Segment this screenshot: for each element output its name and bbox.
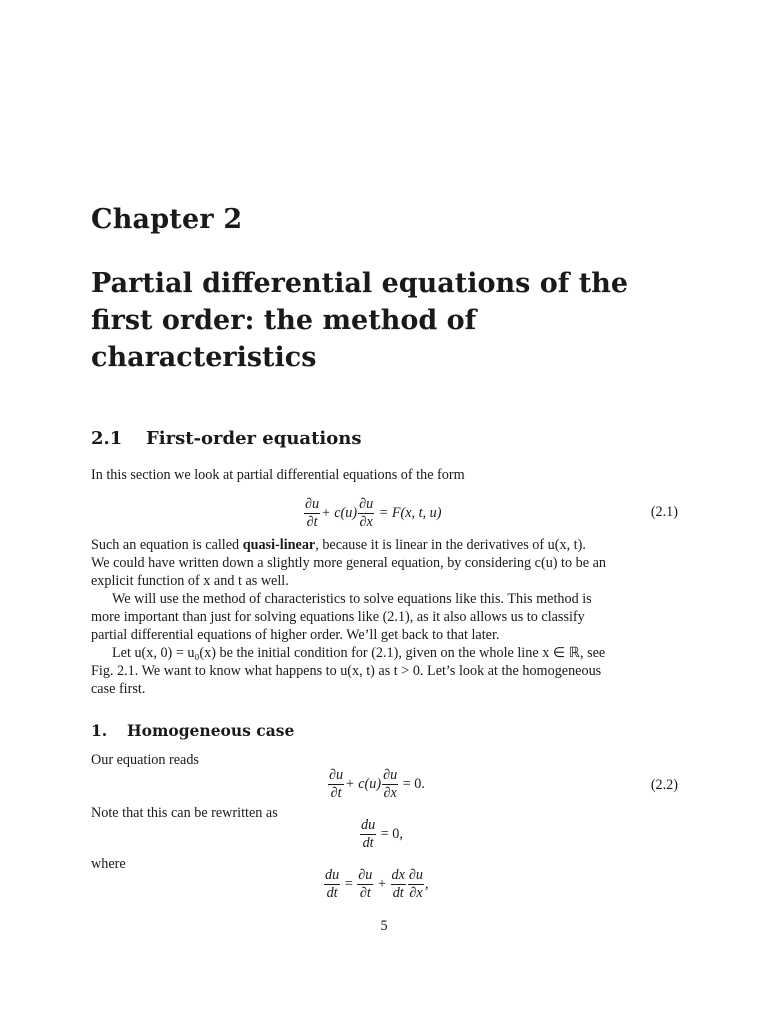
chapter-title (91, 265, 691, 376)
text-line: Note that this can be rewritten as (91, 805, 278, 821)
eq-term: + c(u) (345, 775, 382, 792)
fraction-du-dt: $\frac{\partial u}{\partial t}$ (329, 767, 344, 801)
eq-term: + c(u) (321, 504, 358, 521)
paragraph-line: We will use the method of characteristics to solve equations like this. This method is (112, 591, 592, 607)
paragraph-line: Fig. 2.1. We want to know what happens to u(x, t) as t > 0. Let’s look at the homogeneous (91, 663, 602, 679)
paragraph-line: Let u(x, 0) = u₀(x) be the initial condition for (2.1), given on the whole line x ∈ ℝ, see (112, 645, 606, 661)
equation-chain-rule: $\frac{du}{dt}$ = $\frac{\partial u}{\partial t}$ + $\frac{dx}{dt}$ $\frac{\partial u}{\partial x}$ , (325, 867, 429, 901)
intro-paragraph: In this section we look at partial differential equations of the form (91, 467, 465, 483)
equation-2-1 (303, 496, 442, 531)
page-number: 5 (380, 918, 388, 934)
equation-2-2 (327, 767, 425, 802)
equation-number: (2.2) (650, 777, 678, 793)
chapter-title-line: Partial differential equations of the (91, 268, 629, 299)
paragraph-line: explicit function of x and t as well. (91, 573, 289, 589)
eq-rhs: = 0. (402, 775, 425, 792)
paragraph (91, 644, 679, 698)
text-line: where (91, 856, 126, 872)
paragraph-line: more important than just for solving equations like (2.1), as it also allows us to classify (91, 609, 585, 625)
subsection-heading (91, 721, 294, 740)
paragraph-line: We could have written down a slightly more general equation, by considering c(u) to be an (91, 555, 606, 571)
subsection-title: Homogeneous case (127, 721, 295, 740)
chapter-label: Chapter 2 (91, 204, 243, 235)
equation-intro-line: Our equation reads (91, 752, 199, 768)
paragraph-line: case first. (91, 681, 146, 697)
section-number: 2.1 (91, 428, 123, 449)
fraction-partial-u-x: $\frac{\partial u}{\partial x}$ (408, 867, 424, 901)
eq-rhs: = 0, (380, 825, 403, 842)
fraction-partial-u-t: $\frac{\partial u}{\partial t}$ (358, 867, 373, 901)
equation-total-derivative (359, 817, 403, 852)
paragraph (91, 536, 679, 590)
paragraph-line: partial differential equations of higher order. We’ll get back to that later. (91, 627, 500, 643)
fraction-du-dt: $\frac{du}{dt}$ (325, 867, 340, 901)
fraction-du-dt: $\frac{\partial u}{\partial t}$ (305, 496, 320, 530)
equation-number: (2.1) (650, 504, 678, 520)
paragraph-line: Such an equation is called quasi-linear, because it is linear in the derivatives of u(x, t). (91, 537, 586, 553)
eq-rhs: = F(x, t, u) (378, 504, 442, 521)
fraction-dx-dt: $\frac{dx}{dt}$ (391, 867, 405, 901)
chapter-title-line: first order: the method of (91, 305, 477, 336)
chapter-title-line: characteristics (91, 342, 317, 373)
fraction-du-dx: $\frac{\partial u}{\partial x}$ (383, 767, 398, 801)
paragraph (91, 590, 679, 644)
bold-term: quasi-linear (242, 537, 316, 553)
subsection-number: 1. (91, 721, 108, 740)
section-title: First-order equations (146, 428, 362, 449)
section-heading (91, 428, 361, 449)
fraction-du-dx: $\frac{\partial u}{\partial x}$ (359, 496, 374, 530)
fraction-du-dt: $\frac{du}{dt}$ (361, 817, 376, 851)
